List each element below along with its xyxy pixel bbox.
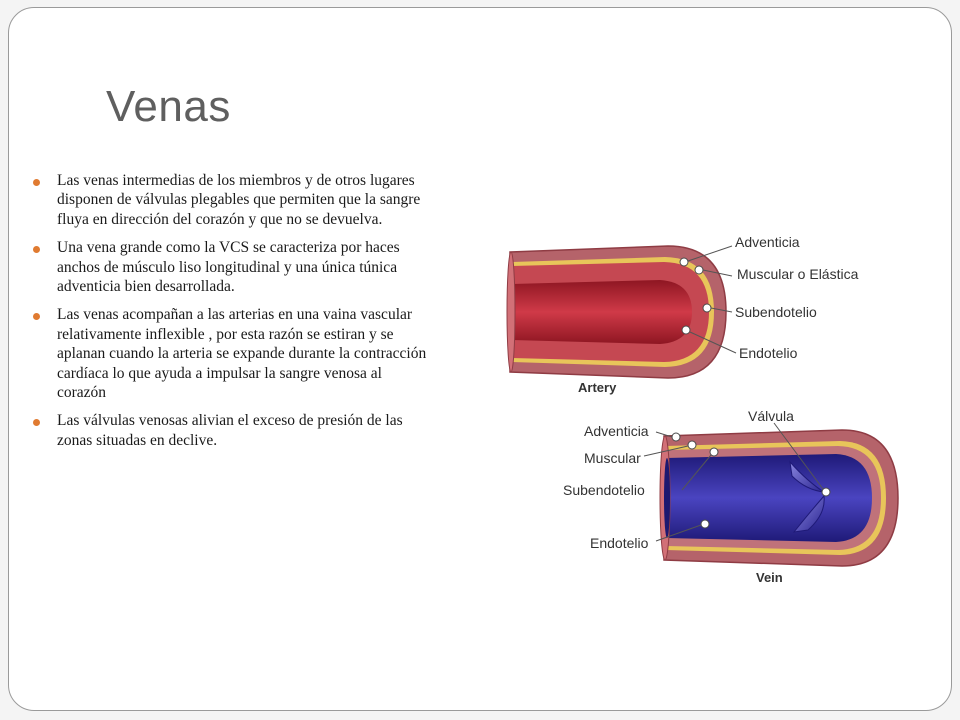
annotation-dot: [672, 433, 680, 441]
bullet-text: Las venas intermedias de los miembros y de otros lugares disponen de válvulas plegables que permiten que la sangre fluya en dirección del corazón y que no se devuelva.: [57, 172, 421, 228]
vein-caption: Vein: [756, 570, 783, 585]
artery-caption: Artery: [578, 380, 617, 395]
artery-label-adventicia: Adventicia: [735, 234, 800, 250]
annotation-dot: [688, 441, 696, 449]
bullet-text: Las válvulas venosas alivian el exceso de presión de las zonas situadas en declive.: [57, 412, 403, 449]
annotation-dot: [822, 488, 830, 496]
vein-label-adventicia: Adventicia: [584, 423, 649, 439]
artery-label-subendotelio: Subendotelio: [735, 304, 817, 320]
slide-title: Venas: [106, 82, 231, 131]
artery-lumen: [512, 280, 692, 344]
vein-illustration: [563, 408, 898, 585]
artery-label-endotelio: Endotelio: [739, 345, 798, 361]
annotation-dot: [710, 448, 718, 456]
vein-lumen: [666, 454, 872, 542]
annotation-dot: [682, 326, 690, 334]
artery-opening: [507, 252, 515, 372]
annotation-dot: [703, 304, 711, 312]
artery-label-muscular: Muscular o Elástica: [737, 266, 859, 282]
annotation-dot: [680, 258, 688, 266]
annotation-dot: [695, 266, 703, 274]
vein-label-endotelio: Endotelio: [590, 535, 649, 551]
vein-label-valvula: Válvula: [748, 408, 794, 424]
bullet-text: Una vena grande como la VCS se caracteriza por haces anchos de músculo liso longitudinal y una única túnica adventicia bien desarrollada.: [57, 239, 400, 296]
vein-label-subendotelio: Subendotelio: [563, 482, 645, 498]
artery-illustration: [507, 234, 859, 395]
annotation-dot: [701, 520, 709, 528]
vein-opening-lumen: [664, 458, 670, 538]
vein-label-muscular: Muscular: [584, 450, 641, 466]
bullet-text: Las venas acompañan a las arterias en una vaina vascular relativamente inflexible , por esta razón se estiran y se aplanan cuando la arteria se expande durante la contracción cardíaca lo que ayuda a impulsar la sangre venosa al corazón: [57, 306, 427, 402]
